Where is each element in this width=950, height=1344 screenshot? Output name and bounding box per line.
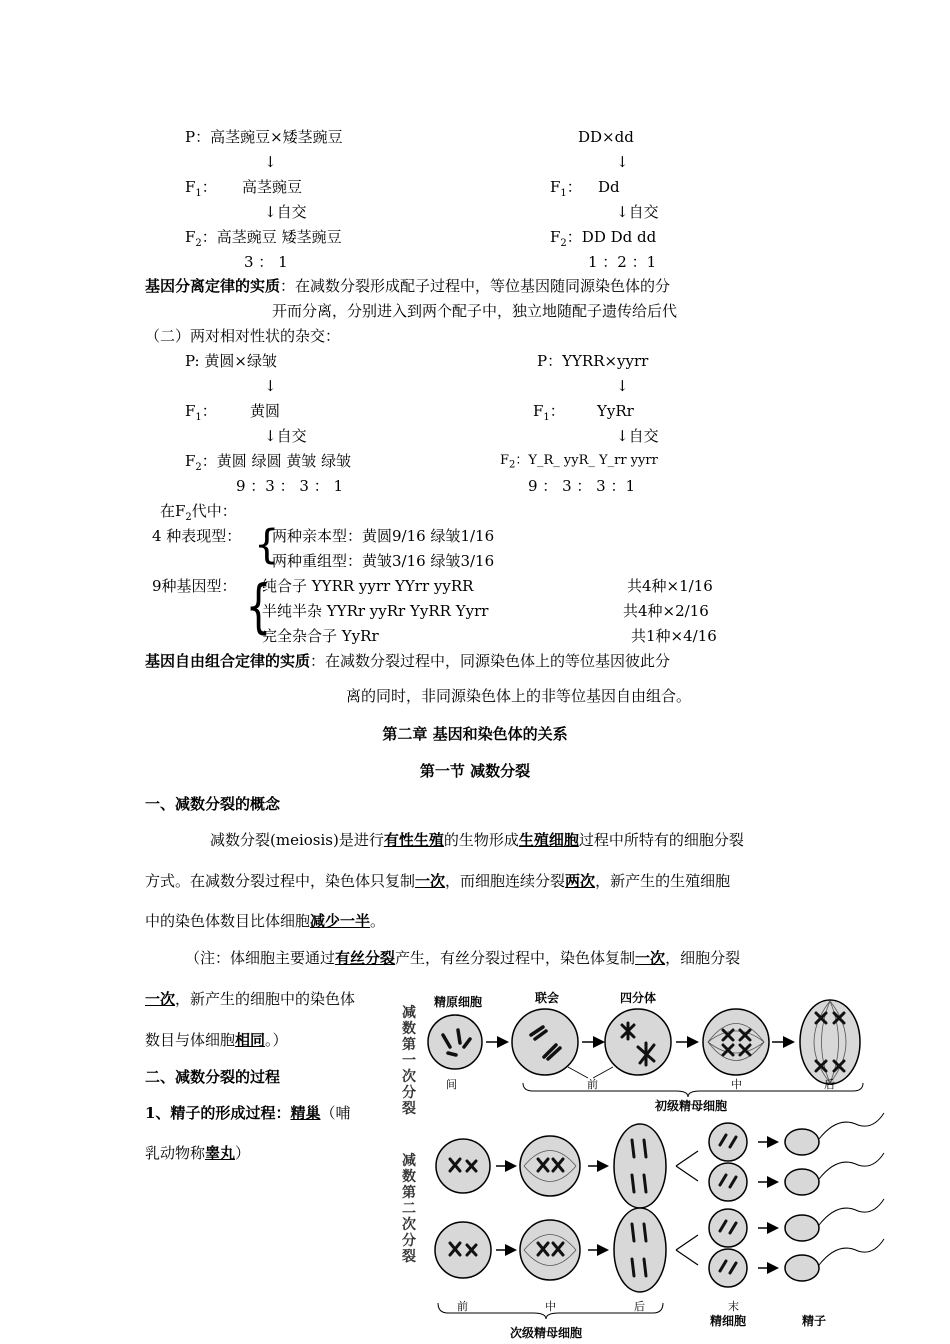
cross2-selfing-1: ↓自交 — [264, 427, 307, 445]
cross1-f2-left: $F_2$：高茎豌豆 矮茎豌豆 — [185, 228, 342, 249]
cross1-selfing-1: ↓自交 — [264, 203, 307, 221]
in-f2-label: 在$F_2$代中： — [160, 502, 237, 523]
label-metaphase2: 中 — [545, 1300, 556, 1313]
label-synapsis: 联会 — [535, 991, 560, 1005]
cross2-arrow-2: ↓ — [616, 377, 629, 395]
cross2-f1-left-value: 黄圆 — [250, 402, 281, 420]
cross1-f2-right: $F_2$：DD Dd dd — [550, 228, 657, 249]
genotype-label: 9种基因型： — [152, 577, 237, 595]
cross2-heading: （二）两对相对性状的杂交： — [145, 327, 341, 345]
s1-para2: 方式。在减数分裂过程中，染色体只复制一次，而细胞连续分裂两次，新产生的生殖细胞 — [145, 872, 731, 890]
phenotype-1: 两种亲本型：黄圆9/16 绿皱1/16 — [272, 527, 495, 545]
s1-para3: 中的染色体数目比体细胞减少一半。 — [145, 912, 386, 930]
s1-para1: 减数分裂(meiosis)是进行有性生殖的生物形成生殖细胞过程中所特有的细胞分裂 — [210, 831, 744, 849]
cross1-f1-left: $F_1$： — [185, 178, 217, 199]
law2-line2: 离的同时，非同源染色体上的非等位基因自由组合。 — [346, 687, 692, 705]
cross2-arrow-1: ↓ — [264, 377, 277, 395]
genotype-3-total: 共1种×4/16 — [631, 627, 717, 645]
cross2-f1-right: $F_1$： — [533, 402, 565, 423]
cell-synapsis — [512, 1009, 578, 1075]
cross2-p-right: P：YYRR×yyrr — [537, 352, 649, 370]
cross2-ratio-left: 9 ：3 ： 3 ： 1 — [236, 477, 344, 495]
label-primary-spermatocyte: 初级精母细胞 — [655, 1099, 728, 1113]
section-title: 第一节 减数分裂 — [419, 762, 531, 780]
label-secondary-spermatocyte: 次级精母细胞 — [510, 1326, 583, 1340]
chapter-title: 第二章 基因和染色体的关系 — [382, 725, 568, 743]
genotype-1: 纯合子 YYRR yyrr YYrr yyRR — [262, 577, 474, 595]
cross1-arrow-2: ↓ — [616, 153, 629, 171]
cross1-arrow-1: ↓ — [264, 153, 277, 171]
label-anaphase1: 后 — [824, 1078, 835, 1091]
cross1-f1-left-value: 高茎豌豆 — [242, 178, 303, 196]
phenotype-2: 两种重组型：黄皱3/16 绿皱3/16 — [272, 552, 495, 570]
cross2-f1-left: $F_1$： — [185, 402, 217, 423]
s1-note1: （注：体细胞主要通过有丝分裂产生，有丝分裂过程中，染色体复制一次，细胞分裂 — [185, 949, 741, 967]
label-telophase2: 末 — [728, 1300, 739, 1313]
side-label-meiosis1: 减数第一次分裂 — [402, 1005, 416, 1117]
genotype-1-total: 共4种×1/16 — [627, 577, 713, 595]
cell-metaphase1 — [703, 1009, 769, 1075]
cross2-ratio-right: 9 ： 3 ： 3 ：1 — [528, 477, 636, 495]
cross1-f1-right: $F_1$： — [550, 178, 582, 199]
cross1-f1-right-value: Dd — [598, 178, 620, 196]
cross1-p-left: P：高茎豌豆×矮茎豌豆 — [185, 128, 343, 146]
label-spermatid: 精细胞 — [710, 1314, 747, 1328]
label-tetrad: 四分体 — [620, 991, 657, 1005]
label-prophase2: 前 — [457, 1300, 468, 1313]
cross1-selfing-2: ↓自交 — [616, 203, 659, 221]
meiosis-figure — [398, 985, 890, 1340]
side-label-meiosis2: 减数第二次分裂 — [402, 1153, 416, 1265]
cell-tetrad — [605, 1009, 671, 1075]
s2-item1-cont: 乳动物称睾丸） — [145, 1144, 251, 1162]
cross1-ratio-right: 1 ：2 ：1 — [588, 253, 657, 271]
label-anaphase2: 后 — [634, 1300, 645, 1313]
s1-note2: 一次，新产生的细胞中的染色体 — [145, 990, 356, 1008]
s1-title: 一、减数分裂的概念 — [145, 795, 281, 813]
genotype-2-total: 共4种×2/16 — [623, 602, 709, 620]
label-sperm: 精子 — [802, 1314, 827, 1328]
cross2-f2-left: $F_2$：黄圆 绿圆 黄皱 绿皱 — [185, 452, 352, 473]
phenotype-brace: { — [254, 522, 280, 568]
cross1-p-right: DD×dd — [578, 128, 634, 146]
cross1-ratio-left: 3 ： 1 — [244, 253, 288, 271]
label-metaphase1: 中 — [731, 1078, 742, 1091]
phenotype-label: 4 种表现型： — [152, 527, 242, 545]
label-interphase: 间 — [446, 1078, 457, 1091]
law1-line2: 开而分离，分别进入到两个配子中，独立地随配子遗传给后代 — [272, 302, 678, 320]
cross2-f1-right-value: YyRr — [597, 402, 634, 420]
s2-item1: 1、精子的形成过程：精巢（哺 — [145, 1104, 351, 1122]
cross2-selfing-2: ↓自交 — [616, 427, 659, 445]
genotype-3: 完全杂合子 YyRr — [262, 627, 379, 645]
label-prophase1: 前 — [587, 1078, 598, 1091]
s2-title: 二、减数分裂的过程 — [145, 1068, 281, 1086]
law2-line1: 基因自由组合定律的实质：在减数分裂过程中，同源染色体上的等位基因彼此分 — [145, 652, 671, 670]
cross2-f2-right: $F_2$：Y_R_ yyR_ Y_rr yyrr — [500, 453, 658, 471]
s1-note3: 数目与体细胞相同。） — [145, 1031, 288, 1049]
label-spermatogonium: 精原细胞 — [434, 995, 483, 1009]
cell-spermatogonium — [428, 1015, 482, 1069]
genotype-brace: { — [245, 572, 272, 640]
genotype-2: 半纯半杂 YYRr yyRr YyRR Yyrr — [262, 602, 489, 620]
cell-anaphase1 — [800, 1000, 860, 1084]
law1-line1: 基因分离定律的实质：在减数分裂形成配子过程中，等位基因随同源染色体的分 — [145, 277, 671, 295]
cross2-p-left: P: 黄圆×绿皱 — [185, 352, 277, 370]
